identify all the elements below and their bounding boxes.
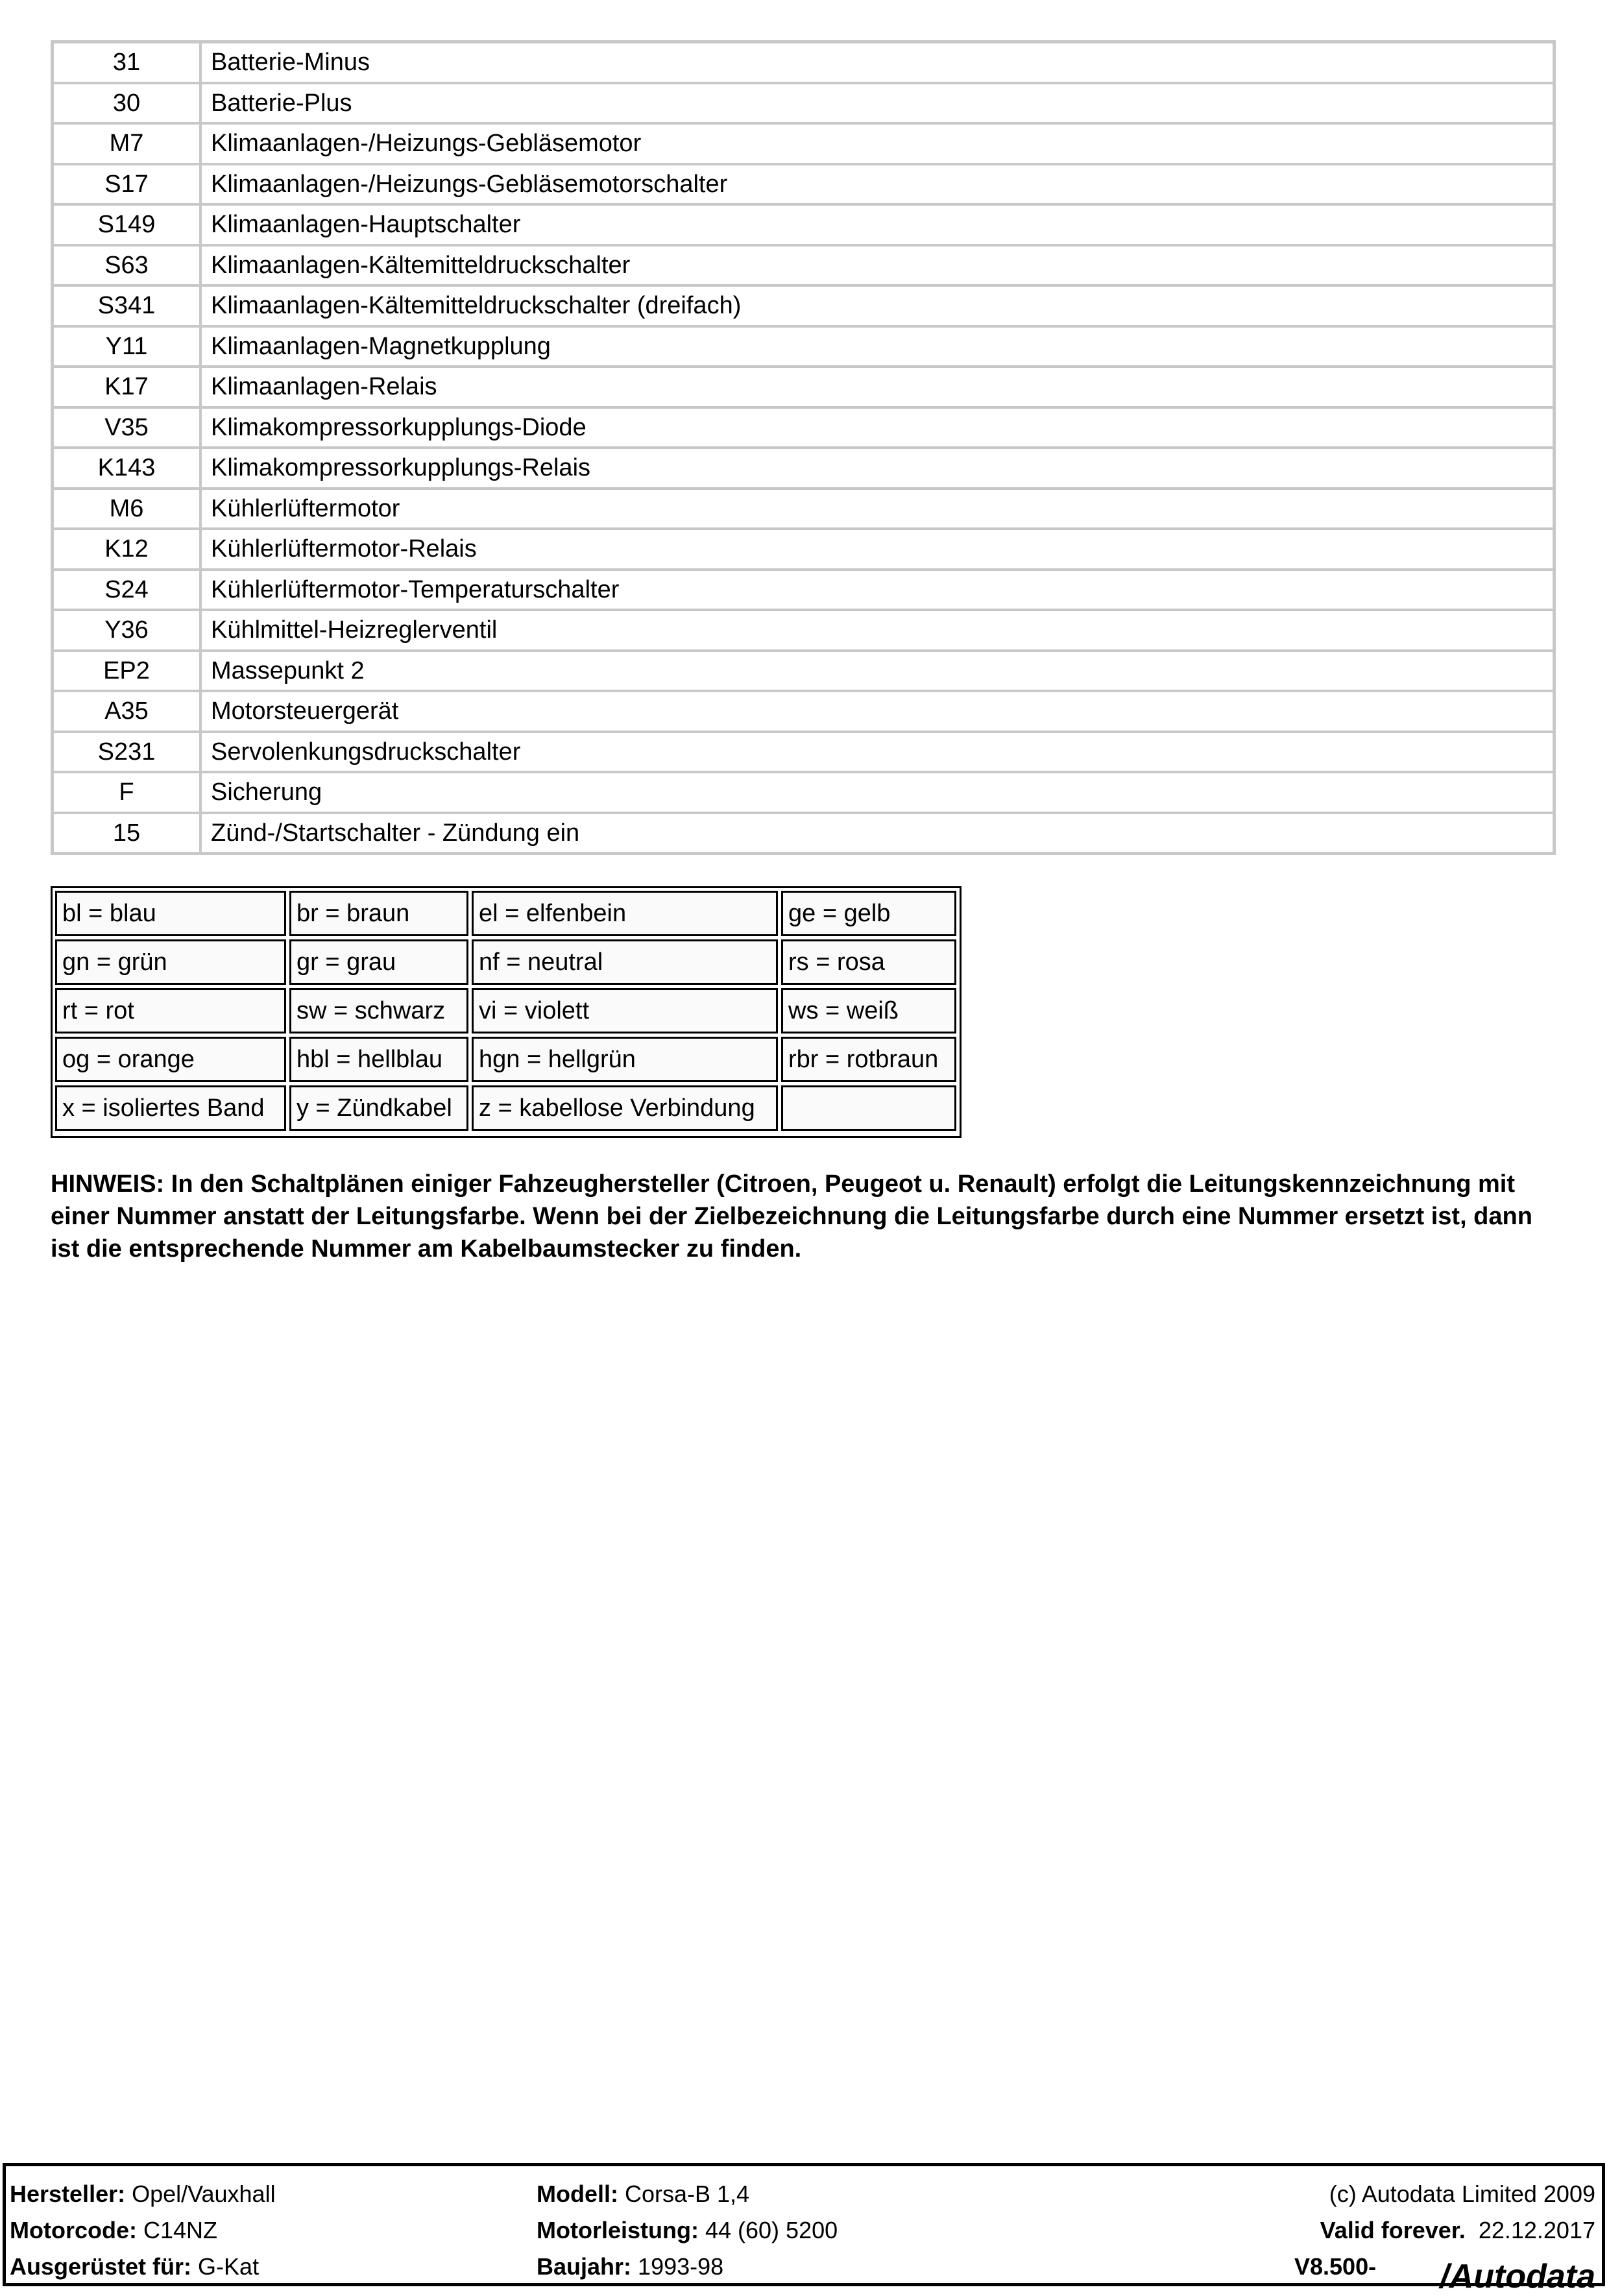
component-code: V35 <box>54 409 202 447</box>
component-row <box>54 690 1553 731</box>
component-code: Y36 <box>54 611 202 649</box>
component-name: Klimakompressorkupplungs-Relais <box>211 454 591 481</box>
color-code-cell: rs = rosa <box>781 939 956 985</box>
component-row <box>54 446 1553 487</box>
component-row <box>54 365 1553 406</box>
component-row <box>54 82 1553 123</box>
engine-code-line: Motorcode: C14NZ <box>10 2217 218 2243</box>
color-code-cell: vi = violett <box>472 988 778 1033</box>
color-code-cell: ws = weiß <box>781 988 956 1033</box>
color-code-cell: gr = grau <box>289 939 468 985</box>
color-code-row <box>55 891 957 936</box>
color-code-cell: nf = neutral <box>472 939 778 985</box>
component-code: 30 <box>54 84 202 123</box>
color-code-row <box>55 1037 957 1082</box>
color-code-cell: z = kabellose Verbindung <box>472 1085 778 1131</box>
component-name: Klimaanlagen-Kältemitteldruckschalter (dreifach) <box>211 292 742 319</box>
copyright: (c) Autodata Limited 2009 <box>1329 2181 1595 2207</box>
color-code-cell: y = Zündkabel <box>289 1085 468 1131</box>
component-code: K17 <box>54 368 202 406</box>
component-name: Servolenkungsdruckschalter <box>211 738 521 766</box>
manufacturer-line: Hersteller: Opel/Vauxhall <box>10 2181 276 2207</box>
component-name: Klimaanlagen-Hauptschalter <box>211 211 521 238</box>
wire-color-code-table <box>51 886 962 1138</box>
component-row <box>54 284 1553 325</box>
component-code: K12 <box>54 530 202 568</box>
component-row <box>54 122 1553 163</box>
color-code-cell: x = isoliertes Band <box>55 1085 286 1131</box>
component-name: Klimakompressorkupplungs-Diode <box>211 413 587 441</box>
component-code: A35 <box>54 692 202 731</box>
component-row <box>54 649 1553 690</box>
component-name: Zünd-/Startschalter - Zündung ein <box>211 819 580 847</box>
color-code-cell: el = elfenbein <box>472 891 778 936</box>
component-code: 31 <box>54 43 202 82</box>
component-row <box>54 43 1553 82</box>
component-name: Massepunkt 2 <box>211 657 365 684</box>
component-name: Kühlerlüftermotor-Relais <box>211 535 477 562</box>
component-code: F <box>54 773 202 812</box>
component-code: S149 <box>54 206 202 244</box>
component-name: Klimaanlagen-/Heizungs-Gebläsemotorschalter <box>211 170 728 198</box>
component-name: Sicherung <box>211 779 322 806</box>
component-name: Kühlerlüftermotor <box>211 494 400 522</box>
component-legend-table <box>51 40 1556 855</box>
component-name: Motorsteuergerät <box>211 697 399 725</box>
component-name: Batterie-Minus <box>211 49 370 76</box>
validity-line: Valid forever. 22.12.2017 <box>1320 2217 1595 2243</box>
component-code: 15 <box>54 814 202 852</box>
component-row <box>54 244 1553 285</box>
color-code-cell: og = orange <box>55 1037 286 1082</box>
color-code-row <box>55 939 957 985</box>
component-code: Y11 <box>54 328 202 366</box>
color-code-cell: br = braun <box>289 891 468 936</box>
component-name: Klimaanlagen-Magnetkupplung <box>211 332 551 360</box>
color-code-cell: hbl = hellblau <box>289 1037 468 1082</box>
component-row <box>54 527 1553 568</box>
color-code-cell: rbr = rotbraun <box>781 1037 956 1082</box>
color-code-row <box>55 988 957 1033</box>
equipped-line: Ausgerüstet für: G-Kat <box>10 2253 260 2280</box>
year-line: Baujahr: 1993-98 <box>537 2253 724 2280</box>
component-name: Klimaanlagen-Kältemitteldruckschalter <box>211 251 631 279</box>
note-text: HINWEIS: In den Schaltplänen einiger Fahzeughersteller (Citroen, Peugeot u. Renault) erfolgt die Leitungskennzeichnung mit einer Nummer anstatt der Leitungsfarbe. Wenn bei der Zielbezeichnung die Leitungsfarbe durch eine Nummer ersetzt ist, dann ist die entsprechende Nummer am Kabelbaumstecker zu finden. <box>51 1170 1532 1263</box>
component-code: M6 <box>54 490 202 528</box>
color-code-cell <box>781 1085 956 1131</box>
component-row <box>54 406 1553 447</box>
component-row <box>54 163 1553 204</box>
component-row <box>54 203 1553 244</box>
component-code: S17 <box>54 165 202 204</box>
component-code: S24 <box>54 571 202 609</box>
autodata-logo: /Autodata <box>1440 2258 1595 2295</box>
component-name: Batterie-Plus <box>211 89 352 117</box>
component-row <box>54 487 1553 528</box>
color-code-cell: sw = schwarz <box>289 988 468 1033</box>
component-name: Kühlerlüftermotor-Temperaturschalter <box>211 575 620 603</box>
component-row <box>54 771 1553 812</box>
power-line: Motorleistung: 44 (60) 5200 <box>537 2217 838 2243</box>
component-code: K143 <box>54 449 202 487</box>
footer <box>3 2163 1605 2295</box>
component-name: Klimaanlagen-/Heizungs-Gebläsemotor <box>211 130 642 157</box>
color-code-cell: bl = blau <box>55 891 286 936</box>
component-code: S231 <box>54 733 202 771</box>
component-row <box>54 812 1553 852</box>
model-line: Modell: Corsa-B 1,4 <box>537 2181 750 2207</box>
component-name: Kühlmittel-Heizreglerventil <box>211 616 498 644</box>
component-row <box>54 731 1553 771</box>
component-code: S341 <box>54 287 202 325</box>
color-code-cell: ge = gelb <box>781 891 956 936</box>
color-code-cell: rt = rot <box>55 988 286 1033</box>
color-code-row <box>55 1085 957 1131</box>
component-row <box>54 568 1553 609</box>
component-code: S63 <box>54 247 202 285</box>
component-row <box>54 325 1553 366</box>
component-name: Klimaanlagen-Relais <box>211 373 437 400</box>
component-code: EP2 <box>54 652 202 690</box>
component-code: M7 <box>54 125 202 163</box>
component-row <box>54 609 1553 649</box>
color-code-cell: hgn = hellgrün <box>472 1037 778 1082</box>
version: V8.500- <box>1294 2253 1377 2280</box>
color-code-cell: gn = grün <box>55 939 286 985</box>
